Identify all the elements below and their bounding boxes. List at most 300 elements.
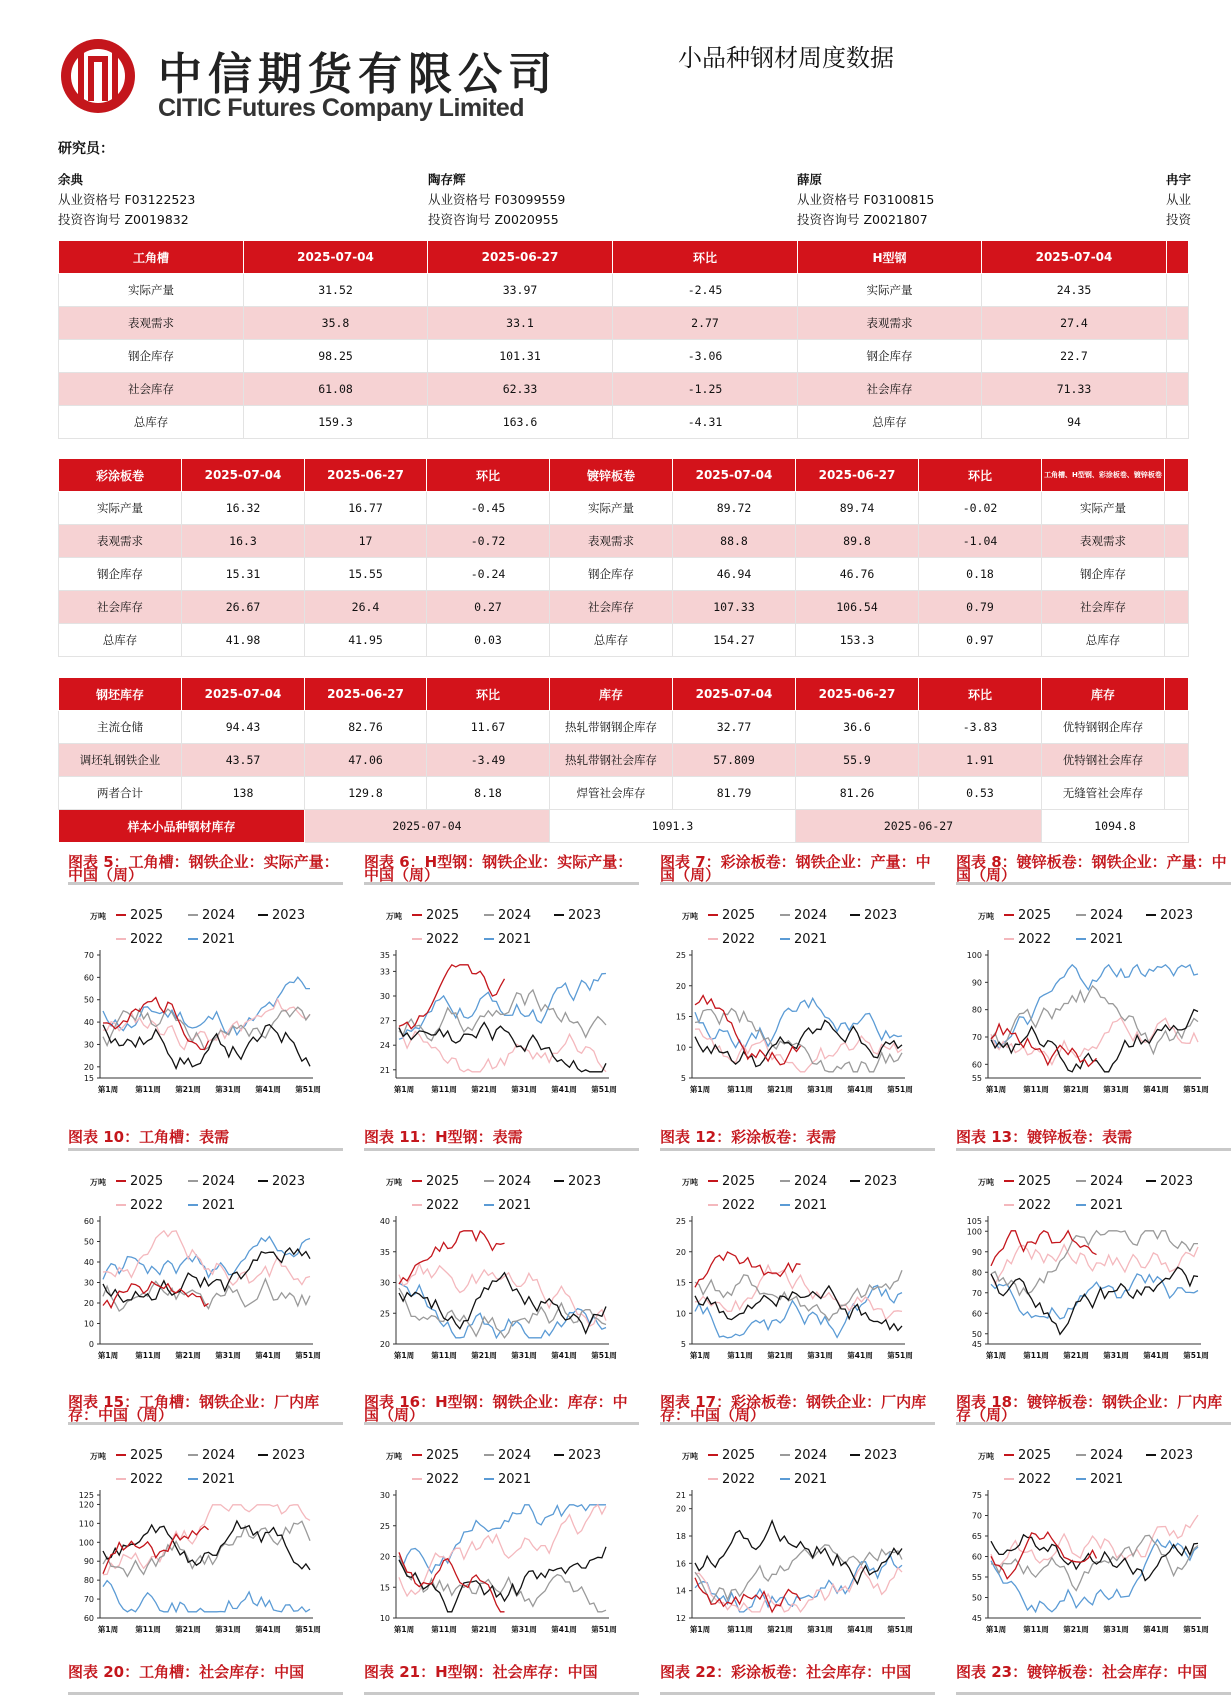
y-tick-label: 15 bbox=[379, 1583, 390, 1593]
unit-label: 万吨 bbox=[978, 1452, 994, 1461]
chart-panel bbox=[956, 1393, 1231, 1650]
line-chart bbox=[660, 895, 913, 1110]
x-tick-label: 第41周 bbox=[255, 1085, 281, 1094]
y-tick-label: 105 bbox=[966, 1217, 982, 1226]
analyst-block bbox=[1166, 170, 1192, 230]
y-tick-label: 30 bbox=[379, 1278, 390, 1288]
legend-label: 2023 bbox=[864, 1448, 898, 1463]
column-header: 2025-06-27 bbox=[428, 241, 613, 274]
table-cell: 33.97 bbox=[428, 274, 613, 307]
column-header: 工角槽、H型钢、彩涂板卷、镀锌板卷 bbox=[1042, 459, 1165, 492]
chart-panel bbox=[660, 1126, 935, 1376]
x-tick-label: 第51周 bbox=[1183, 1625, 1209, 1634]
y-tick-label: 10 bbox=[83, 1319, 94, 1329]
table-cell: 153.3 bbox=[796, 624, 919, 657]
y-tick-label: 15 bbox=[675, 1012, 686, 1022]
legend-label: 2025 bbox=[426, 1448, 460, 1463]
x-tick-label: 第51周 bbox=[591, 1625, 617, 1634]
table-header-row bbox=[59, 241, 1189, 274]
table-cell: 15.31 bbox=[182, 558, 305, 591]
y-tick-label: 10 bbox=[379, 1614, 390, 1623]
table-row bbox=[59, 373, 1189, 406]
chart-title: 图表 6：H型钢：钢铁企业：实际产量：中国（周） bbox=[364, 856, 639, 885]
table-cell: 主流仓储 bbox=[59, 711, 182, 744]
table-cell: 16.3 bbox=[182, 525, 305, 558]
table-cell: 36.6 bbox=[796, 711, 919, 744]
table-cell: 163.6 bbox=[428, 406, 613, 439]
table-cell: 总库存 bbox=[59, 406, 244, 439]
x-tick-label: 第1周 bbox=[689, 1351, 711, 1360]
x-tick-label: 第1周 bbox=[689, 1625, 711, 1634]
x-tick-label: 第11周 bbox=[431, 1085, 457, 1094]
y-tick-label: 30 bbox=[83, 1040, 94, 1050]
table-row bbox=[59, 525, 1189, 558]
y-tick-label: 30 bbox=[379, 992, 390, 1001]
x-tick-label: 第31周 bbox=[807, 1085, 833, 1094]
y-tick-label: 20 bbox=[675, 1247, 686, 1257]
table-cell: 101.31 bbox=[428, 340, 613, 373]
y-tick-label: 21 bbox=[379, 1065, 390, 1075]
x-tick-label: 第51周 bbox=[591, 1351, 617, 1360]
researcher-heading: 研究员： bbox=[58, 141, 114, 157]
chart-title: 图表 8：镀锌板卷：钢铁企业：产量：中国（周） bbox=[956, 856, 1231, 885]
x-tick-label: 第21周 bbox=[471, 1625, 497, 1634]
table-angle-hbeam bbox=[58, 240, 1189, 439]
chart-panel bbox=[660, 1393, 935, 1650]
table-row bbox=[59, 558, 1189, 591]
x-tick-label: 第41周 bbox=[1143, 1625, 1169, 1634]
x-tick-label: 第11周 bbox=[727, 1625, 753, 1634]
y-tick-label: 12 bbox=[675, 1614, 686, 1623]
legend-label: 2021 bbox=[498, 1198, 532, 1213]
chart-panel bbox=[68, 1663, 343, 1695]
x-tick-label: 第51周 bbox=[295, 1625, 321, 1634]
table-cell: 159.3 bbox=[244, 406, 428, 439]
column-header: 库存 bbox=[1042, 678, 1165, 711]
legend-label: 2021 bbox=[202, 932, 236, 947]
table-cell: -0.72 bbox=[427, 525, 550, 558]
table-cell: 62.33 bbox=[428, 373, 613, 406]
table-cell: -0.24 bbox=[427, 558, 550, 591]
table-cell bbox=[1167, 406, 1189, 439]
table-cell: 总库存 bbox=[1042, 624, 1165, 657]
chart-panel bbox=[364, 1126, 639, 1376]
sample-total-cell: 2025-06-27 bbox=[796, 810, 1042, 843]
table-cell bbox=[1165, 744, 1189, 777]
legend-label: 2022 bbox=[1018, 1472, 1052, 1487]
sample-total-label: 样本小品种钢材库存 bbox=[59, 810, 305, 843]
x-tick-label: 第1周 bbox=[97, 1351, 119, 1360]
table-row bbox=[59, 591, 1189, 624]
column-header: 2025-07-04 bbox=[182, 678, 305, 711]
y-tick-label: 100 bbox=[78, 1538, 94, 1548]
table-cell: 11.67 bbox=[427, 711, 550, 744]
y-tick-label: 80 bbox=[971, 1268, 982, 1278]
table-row bbox=[59, 744, 1189, 777]
table-cell: 优特钢钢企库存 bbox=[1042, 711, 1165, 744]
series-line-2022 bbox=[695, 1029, 902, 1072]
y-tick-label: 35 bbox=[379, 951, 390, 960]
y-tick-label: 50 bbox=[971, 1593, 982, 1603]
series-line-2023 bbox=[695, 1521, 902, 1584]
table-cell bbox=[1165, 558, 1189, 591]
table-cell: 钢企库存 bbox=[550, 558, 673, 591]
unit-label: 万吨 bbox=[90, 912, 106, 921]
table-cell: 总库存 bbox=[59, 624, 182, 657]
company-name-cn: 中信期货有限公司 bbox=[158, 49, 558, 100]
legend-label: 2023 bbox=[568, 1448, 602, 1463]
table-cell: 社会库存 bbox=[1042, 591, 1165, 624]
x-tick-label: 第51周 bbox=[1183, 1351, 1209, 1360]
y-tick-label: 40 bbox=[83, 1258, 94, 1267]
table-cell: 0.53 bbox=[919, 777, 1042, 810]
table-row bbox=[59, 406, 1189, 439]
chart-title: 图表 21：H型钢：社会库存：中国 bbox=[364, 1666, 639, 1695]
x-tick-label: 第1周 bbox=[393, 1085, 415, 1094]
table-cell: 0.27 bbox=[427, 591, 550, 624]
legend-label: 2021 bbox=[1090, 1198, 1124, 1213]
table-coated-galvanized bbox=[58, 458, 1189, 657]
table-cell: 26.67 bbox=[182, 591, 305, 624]
column-header: 2025-06-27 bbox=[796, 678, 919, 711]
table-cell: 98.25 bbox=[244, 340, 428, 373]
table-cell: 89.72 bbox=[673, 492, 796, 525]
table-cell: 26.4 bbox=[305, 591, 427, 624]
x-tick-label: 第51周 bbox=[887, 1085, 913, 1094]
legend-label: 2021 bbox=[202, 1472, 236, 1487]
analyst-consult-id: 投资咨询号 Z0021807 bbox=[797, 212, 928, 227]
x-tick-label: 第21周 bbox=[767, 1085, 793, 1094]
y-tick-label: 60 bbox=[971, 1309, 982, 1319]
y-tick-label: 33 bbox=[379, 967, 390, 977]
table-cell: 0.03 bbox=[427, 624, 550, 657]
legend-label: 2024 bbox=[1090, 1174, 1124, 1189]
table-cell: 47.06 bbox=[305, 744, 427, 777]
column-header: 2025-07-04 bbox=[673, 678, 796, 711]
x-tick-label: 第21周 bbox=[175, 1085, 201, 1094]
x-tick-label: 第21周 bbox=[175, 1351, 201, 1360]
legend-label: 2023 bbox=[272, 1174, 306, 1189]
chart-title: 图表 20：工角槽：社会库存：中国 bbox=[68, 1666, 343, 1695]
table-cell: 89.8 bbox=[796, 525, 919, 558]
legend-label: 2025 bbox=[722, 1174, 756, 1189]
legend-label: 2025 bbox=[426, 1174, 460, 1189]
table-cell bbox=[1167, 307, 1189, 340]
x-tick-label: 第21周 bbox=[471, 1351, 497, 1360]
table-cell: 钢企库存 bbox=[1042, 558, 1165, 591]
x-tick-label: 第31周 bbox=[1103, 1085, 1129, 1094]
legend-label: 2022 bbox=[1018, 932, 1052, 947]
legend-label: 2025 bbox=[1018, 1448, 1052, 1463]
series-line-2024 bbox=[103, 1007, 310, 1050]
y-tick-label: 50 bbox=[83, 1237, 94, 1247]
unit-label: 万吨 bbox=[386, 912, 402, 921]
legend-label: 2023 bbox=[272, 1448, 306, 1463]
table-cell: 表观需求 bbox=[1042, 525, 1165, 558]
y-tick-label: 45 bbox=[971, 1614, 982, 1623]
table-cell: -4.31 bbox=[613, 406, 798, 439]
x-tick-label: 第41周 bbox=[255, 1351, 281, 1360]
table-cell: 社会库存 bbox=[59, 591, 182, 624]
chart-panel bbox=[660, 853, 935, 1110]
series-line-2024 bbox=[103, 1521, 310, 1576]
analyst-block bbox=[797, 170, 934, 230]
x-tick-label: 第51周 bbox=[295, 1085, 321, 1094]
line-chart bbox=[68, 1435, 321, 1650]
chart-panel bbox=[660, 1663, 935, 1695]
table-header-row bbox=[59, 678, 1189, 711]
y-tick-label: 100 bbox=[966, 951, 982, 960]
chart-title: 图表 22：彩涂板卷：社会库存：中国 bbox=[660, 1666, 935, 1695]
table-cell: 优特钢社会库存 bbox=[1042, 744, 1165, 777]
table-cell: 社会库存 bbox=[798, 373, 982, 406]
line-chart bbox=[660, 1161, 913, 1376]
series-line-2025 bbox=[399, 1552, 505, 1611]
x-tick-label: 第11周 bbox=[135, 1085, 161, 1094]
line-chart bbox=[364, 1161, 617, 1376]
y-tick-label: 75 bbox=[971, 1491, 982, 1500]
y-tick-label: 70 bbox=[971, 1511, 982, 1521]
legend-label: 2022 bbox=[722, 932, 756, 947]
x-tick-label: 第31周 bbox=[511, 1351, 537, 1360]
legend-label: 2024 bbox=[202, 908, 236, 923]
x-tick-label: 第31周 bbox=[215, 1085, 241, 1094]
legend-label: 2024 bbox=[794, 1448, 828, 1463]
legend-label: 2021 bbox=[498, 932, 532, 947]
legend-label: 2023 bbox=[568, 1174, 602, 1189]
line-chart bbox=[956, 1435, 1209, 1650]
y-tick-label: 55 bbox=[971, 1074, 982, 1083]
legend-label: 2023 bbox=[1160, 1174, 1194, 1189]
table-cell: 32.77 bbox=[673, 711, 796, 744]
report-title: 小品种钢材周度数据 bbox=[678, 44, 894, 72]
y-tick-label: 60 bbox=[83, 973, 94, 983]
y-tick-label: 10 bbox=[675, 1309, 686, 1319]
table-row bbox=[59, 711, 1189, 744]
table-cell: 实际产量 bbox=[798, 274, 982, 307]
y-tick-label: 90 bbox=[971, 1247, 982, 1257]
table-row bbox=[59, 492, 1189, 525]
x-tick-label: 第21周 bbox=[1063, 1085, 1089, 1094]
column-header: H型钢 bbox=[798, 241, 982, 274]
analyst-consult-id: 投资咨询号 Z0019832 bbox=[58, 212, 189, 227]
series-line-2021 bbox=[103, 977, 310, 1035]
series-line-2025 bbox=[991, 1024, 1097, 1066]
table-cell: -0.45 bbox=[427, 492, 550, 525]
legend-label: 2024 bbox=[498, 1174, 532, 1189]
sample-total-cell: 1094.8 bbox=[1042, 810, 1189, 843]
table-cell: 81.79 bbox=[673, 777, 796, 810]
y-tick-label: 50 bbox=[83, 995, 94, 1005]
table-row bbox=[59, 307, 1189, 340]
series-line-2023 bbox=[399, 1023, 606, 1072]
x-tick-label: 第21周 bbox=[767, 1625, 793, 1634]
column-header bbox=[1165, 459, 1189, 492]
x-tick-label: 第1周 bbox=[97, 1625, 119, 1634]
legend-label: 2022 bbox=[722, 1198, 756, 1213]
table-cell: 焊管社会库存 bbox=[550, 777, 673, 810]
y-tick-label: 90 bbox=[971, 978, 982, 988]
column-header: 环比 bbox=[919, 678, 1042, 711]
table-cell: 46.94 bbox=[673, 558, 796, 591]
legend-label: 2021 bbox=[498, 1472, 532, 1487]
table-cell: 社会库存 bbox=[550, 591, 673, 624]
analyst-name: 薛原 bbox=[797, 172, 823, 187]
x-tick-label: 第41周 bbox=[551, 1351, 577, 1360]
chart-title: 图表 7：彩涂板卷：钢铁企业：产量：中国（周） bbox=[660, 856, 935, 885]
table-cell: 106.54 bbox=[796, 591, 919, 624]
table-cell: 钢企库存 bbox=[59, 340, 244, 373]
x-tick-label: 第41周 bbox=[847, 1085, 873, 1094]
table-cell: 88.8 bbox=[673, 525, 796, 558]
table-cell: 0.97 bbox=[919, 624, 1042, 657]
x-tick-label: 第21周 bbox=[471, 1085, 497, 1094]
analyst-name: 冉宇 bbox=[1166, 172, 1192, 187]
series-line-2023 bbox=[695, 1020, 902, 1066]
unit-label: 万吨 bbox=[978, 912, 994, 921]
chart-title: 图表 15：工角槽：钢铁企业：厂内库存：中国（周） bbox=[68, 1396, 343, 1425]
table-cell: 35.8 bbox=[244, 307, 428, 340]
legend-label: 2025 bbox=[1018, 1174, 1052, 1189]
column-header: 2025-07-04 bbox=[182, 459, 305, 492]
x-tick-label: 第31周 bbox=[1103, 1625, 1129, 1634]
y-tick-label: 30 bbox=[83, 1278, 94, 1288]
table-cell: 41.98 bbox=[182, 624, 305, 657]
legend-label: 2025 bbox=[1018, 908, 1052, 923]
analyst-block bbox=[58, 170, 195, 230]
series-line-2022 bbox=[399, 1027, 606, 1072]
unit-label: 万吨 bbox=[682, 912, 698, 921]
chart-panel bbox=[68, 1393, 343, 1650]
legend-label: 2021 bbox=[1090, 1472, 1124, 1487]
table-row bbox=[59, 777, 1189, 810]
chart-title: 图表 13：镀锌板卷：表需 bbox=[956, 1126, 1231, 1151]
y-tick-label: 14 bbox=[675, 1586, 686, 1596]
table-cell: 热轧带钢钢企库存 bbox=[550, 711, 673, 744]
unit-label: 万吨 bbox=[386, 1452, 402, 1461]
x-tick-label: 第1周 bbox=[97, 1085, 119, 1094]
y-tick-label: 55 bbox=[971, 1573, 982, 1582]
x-tick-label: 第51周 bbox=[295, 1351, 321, 1360]
x-tick-label: 第1周 bbox=[985, 1625, 1007, 1634]
table-cell: -3.06 bbox=[613, 340, 798, 373]
x-tick-label: 第51周 bbox=[1183, 1085, 1209, 1094]
analyst-consult-id: 投资 bbox=[1166, 212, 1192, 227]
table-cell: 15.55 bbox=[305, 558, 427, 591]
y-tick-label: 70 bbox=[83, 951, 94, 960]
table-cell: 61.08 bbox=[244, 373, 428, 406]
y-tick-label: 15 bbox=[83, 1074, 94, 1083]
series-line-2023 bbox=[399, 1547, 606, 1612]
legend-label: 2023 bbox=[568, 908, 602, 923]
table-row bbox=[59, 340, 1189, 373]
series-line-2025 bbox=[399, 1231, 505, 1284]
y-tick-label: 30 bbox=[379, 1491, 390, 1500]
table-cell: 82.76 bbox=[305, 711, 427, 744]
table-cell: 71.33 bbox=[982, 373, 1167, 406]
legend-label: 2023 bbox=[272, 908, 306, 923]
line-chart bbox=[956, 1161, 1209, 1376]
series-line-2021 bbox=[991, 965, 1198, 1049]
chart-title: 图表 16：H型钢：钢铁企业：库存：中国（周） bbox=[364, 1396, 639, 1425]
chart-title: 图表 23：镀锌板卷：社会库存：中国 bbox=[956, 1666, 1231, 1695]
line-chart bbox=[956, 895, 1209, 1110]
y-tick-label: 110 bbox=[78, 1519, 94, 1529]
line-chart bbox=[68, 1161, 321, 1376]
x-tick-label: 第11周 bbox=[1023, 1351, 1049, 1360]
sample-total-cell: 1091.3 bbox=[550, 810, 796, 843]
table-cell: 57.809 bbox=[673, 744, 796, 777]
y-tick-label: 65 bbox=[971, 1532, 982, 1541]
y-tick-label: 80 bbox=[971, 1005, 982, 1015]
table-cell: 0.79 bbox=[919, 591, 1042, 624]
y-tick-label: 5 bbox=[680, 1074, 686, 1083]
series-line-2024 bbox=[991, 986, 1198, 1054]
legend-label: 2021 bbox=[202, 1198, 236, 1213]
legend-label: 2022 bbox=[426, 1472, 460, 1487]
column-header: 2025-06-27 bbox=[796, 459, 919, 492]
table-cell bbox=[1167, 373, 1189, 406]
x-tick-label: 第11周 bbox=[727, 1351, 753, 1360]
series-line-2021 bbox=[103, 1581, 310, 1612]
table-cell: 1.91 bbox=[919, 744, 1042, 777]
y-tick-label: 60 bbox=[971, 1552, 982, 1562]
x-tick-label: 第1周 bbox=[985, 1351, 1007, 1360]
line-chart bbox=[68, 895, 321, 1110]
x-tick-label: 第11周 bbox=[1023, 1625, 1049, 1634]
legend-label: 2021 bbox=[1090, 932, 1124, 947]
legend-label: 2021 bbox=[794, 1472, 828, 1487]
y-tick-label: 18 bbox=[675, 1532, 686, 1541]
x-tick-label: 第11周 bbox=[135, 1351, 161, 1360]
column-header bbox=[1167, 241, 1189, 274]
y-tick-label: 0 bbox=[88, 1340, 94, 1349]
x-tick-label: 第31周 bbox=[215, 1351, 241, 1360]
y-tick-label: 100 bbox=[966, 1227, 982, 1237]
column-header: 工角槽 bbox=[59, 241, 244, 274]
legend-label: 2021 bbox=[794, 1198, 828, 1213]
legend-label: 2022 bbox=[722, 1472, 756, 1487]
y-tick-label: 25 bbox=[675, 951, 686, 960]
legend-label: 2025 bbox=[130, 908, 164, 923]
analyst-qualification: 从业资格号 F03099559 bbox=[428, 192, 566, 207]
y-tick-label: 80 bbox=[83, 1576, 94, 1586]
y-tick-label: 70 bbox=[971, 1033, 982, 1042]
table-cell: 43.57 bbox=[182, 744, 305, 777]
column-header bbox=[1165, 678, 1189, 711]
table-cell bbox=[1167, 274, 1189, 307]
table-cell: 27.4 bbox=[982, 307, 1167, 340]
table-cell: 8.18 bbox=[427, 777, 550, 810]
table-cell: 表观需求 bbox=[550, 525, 673, 558]
series-line-2021 bbox=[399, 1283, 606, 1338]
x-tick-label: 第11周 bbox=[431, 1351, 457, 1360]
legend-label: 2022 bbox=[1018, 1198, 1052, 1213]
table-cell: 无缝管社会库存 bbox=[1042, 777, 1165, 810]
x-tick-label: 第21周 bbox=[1063, 1351, 1089, 1360]
table-cell: 社会库存 bbox=[59, 373, 244, 406]
table-cell bbox=[1165, 492, 1189, 525]
legend-label: 2025 bbox=[130, 1448, 164, 1463]
legend-label: 2024 bbox=[794, 908, 828, 923]
series-line-2025 bbox=[103, 998, 209, 1050]
citic-logo bbox=[58, 36, 138, 116]
analyst-block bbox=[428, 170, 565, 230]
chart-panel bbox=[364, 853, 639, 1110]
sample-total-cell: 2025-07-04 bbox=[305, 810, 550, 843]
column-header: 镀锌板卷 bbox=[550, 459, 673, 492]
column-header: 环比 bbox=[427, 678, 550, 711]
